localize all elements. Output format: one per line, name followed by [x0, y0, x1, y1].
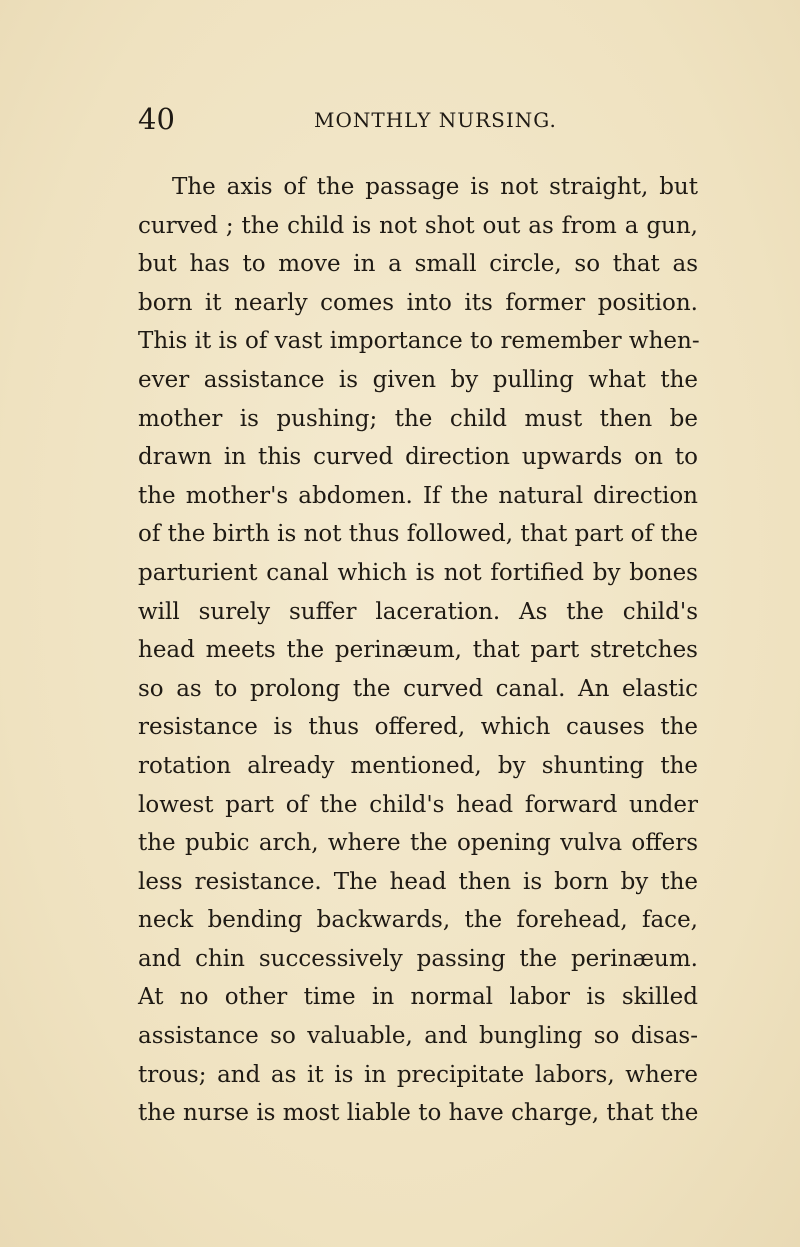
text-line: the pubic arch, where the opening vulva offers: [138, 830, 698, 857]
text-line: neck bending backwards, the forehead, face,: [138, 907, 698, 934]
text-line: parturient canal which is not fortified by bones: [138, 559, 698, 586]
text-line: trous; and as it is in precipitate labors, where: [138, 1061, 698, 1088]
text-line: The axis of the passage is not straight, but: [172, 174, 698, 200]
text-line: born it nearly comes into its former position.: [138, 289, 698, 316]
text-line: rotation already mentioned, by shunting the: [138, 752, 698, 779]
text-line: curved ; the child is not shot out as from a gun,: [138, 212, 698, 239]
text-line: This it is of vast importance to remember when-: [138, 328, 700, 355]
text-line: the nurse is most liable to have charge, that the: [138, 1100, 699, 1127]
body-paragraph: [138, 168, 698, 1133]
text-line: will surely suffer laceration. As the child's: [138, 598, 698, 625]
text-line: of the birth is not thus followed, that part of the: [138, 521, 698, 548]
text-line: At no other time in normal labor is skilled: [138, 984, 698, 1011]
text-line: resistance is thus offered, which causes the: [138, 714, 698, 741]
running-head: [138, 102, 698, 142]
text-line: so as to prolong the curved canal. An elastic: [138, 675, 698, 702]
text-line: lowest part of the child's head forward under: [138, 791, 698, 818]
text-line: head meets the perinæum, that part stretches: [138, 637, 698, 664]
text-line: assistance so valuable, and bungling so disas-: [138, 1023, 698, 1050]
text-line: ever assistance is given by pulling what the: [138, 366, 698, 393]
text-line: mother is pushing; the child must then be: [138, 405, 698, 432]
text-line: drawn in this curved direction upwards on to: [138, 444, 698, 471]
text-line: less resistance. The head then is born by the: [138, 868, 698, 895]
text-line: but has to move in a small circle, so that as: [138, 251, 698, 278]
running-title: MONTHLY NURSING.: [314, 108, 557, 132]
page-number: 40: [138, 102, 175, 136]
text-line: the mother's abdomen. If the natural direction: [138, 482, 698, 509]
text-line: and chin successively passing the perinæum.: [138, 945, 698, 972]
